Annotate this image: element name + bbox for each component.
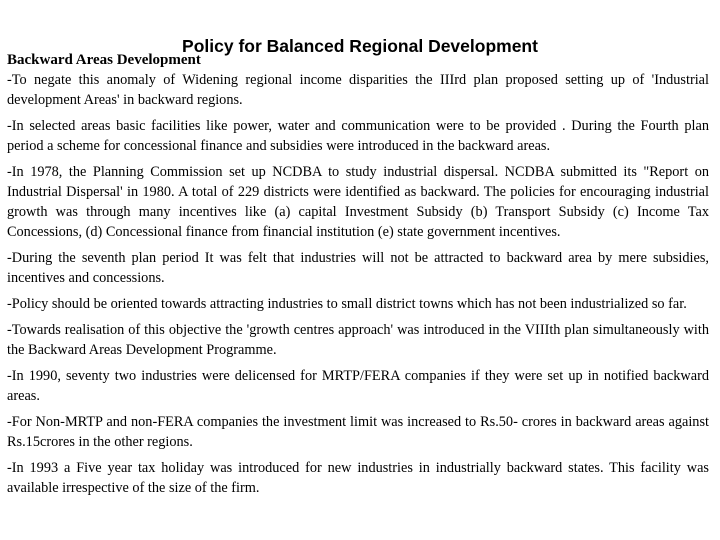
paragraph-seventh-plan: -During the seventh plan period It was felt that industries will not be attracted to backward area by mere subsidies, incentives and concessions. (7, 250, 709, 286)
paragraph-growth-centres: -Towards realisation of this objective the 'growth centres approach' was introduced in the VIIIth plan simultaneously with the Backward Areas Development Programme. (7, 322, 709, 358)
paragraph-investment-limit: -For Non-MRTP and non-FERA companies the investment limit was increased to Rs.50- crores in backward areas against Rs.15crores in the other regions. (7, 414, 709, 450)
paragraph-1993-tax-holiday: -In 1993 a Five year tax holiday was introduced for new industries in industrially backward states. This facility was available irrespective of the size of the firm. (7, 460, 709, 496)
paragraph-ncdba-1978: -In 1978, the Planning Commission set up NCDBA to study industrial dispersal. NCDBA submitted its "Report on Industrial Dispersal' in 1980. A total of 229 districts were identified as backward. The policies for encouraging industrial growth was through many incentives like (a) capital Investment Subsidy (b) Transport Subsidy (c) Income Tax Concessions, (d) Concessional finance from financial institution (e) state government incentives. (7, 164, 709, 240)
paragraph-policy-orientation: -Policy should be oriented towards attracting industries to small district towns which has not been industrialized so far. (7, 296, 687, 312)
paragraph-iiird-plan: -To negate this anomaly of Widening regional income disparities the IIIrd plan proposed setting up of 'Industrial development Areas' in backward regions. (7, 72, 709, 108)
paragraph-fourth-plan: -In selected areas basic facilities like power, water and communication were to be provided . During the Fourth plan period a scheme for concessional finance and subsidies were introduced in the backward areas. (7, 118, 709, 154)
body-text (7, 70, 709, 504)
section-heading: Backward Areas Development (7, 52, 201, 68)
page-title: Policy for Balanced Regional Development (182, 36, 538, 56)
paragraph-1990-delicensing: -In 1990, seventy two industries were delicensed for MRTP/FERA companies if they were set up in notified backward areas. (7, 368, 709, 404)
